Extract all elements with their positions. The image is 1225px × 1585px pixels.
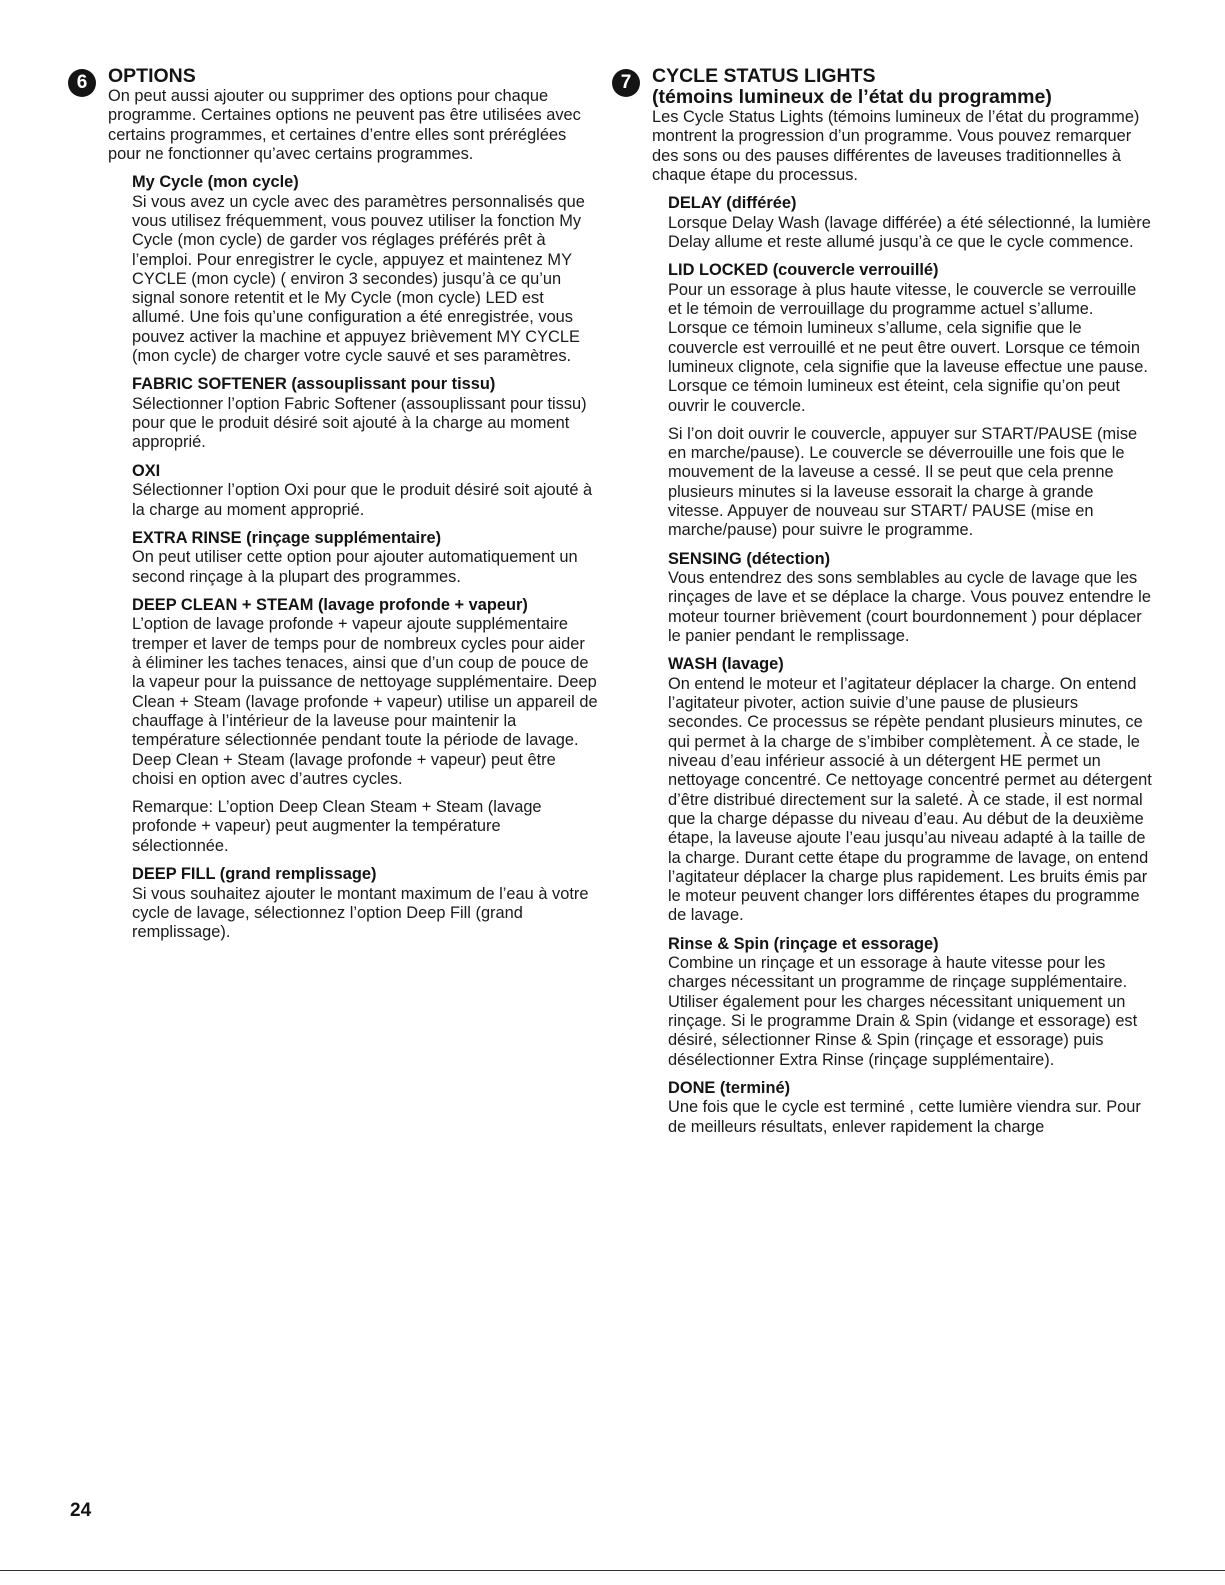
item-paragraph: On peut utiliser cette option pour ajouter automatiquement un second rinçage à la plupart des programmes. xyxy=(132,548,578,586)
item-block xyxy=(668,261,1152,540)
item-paragraph: Si vous avez un cycle avec des paramètres personnalisés que vous utilisez fréquemment, vous pouvez utiliser la fonction My Cycle (mon cycle) de garder vos réglages préférés prêt à l’emploi. Pour enregistrer le cycle, appuyez et maintenez MY CYCLE (mon cycle) ( environ 3 secondes) jusqu’à ce qu’un signal sonore retentit et le My Cycle (mon cycle) LED est allumé. Une fois qu’une configuration a été enregistrée, vous pouvez activer la machine et appuyez brièvement MY CYCLE (mon cycle) de charger votre cycle sauvé et ses paramètres. xyxy=(132,192,585,366)
item-block xyxy=(132,529,598,587)
item-block xyxy=(668,655,1152,925)
item-paragraph: Une fois que le cycle est terminé , cette lumière viendra sur. Pour de meilleurs résultats, enlever rapidement la charge xyxy=(668,1098,1141,1136)
item-title: EXTRA RINSE (rinçage supplémentaire) xyxy=(132,528,442,547)
item-paragraph: Si l’on doit ouvrir le couvercle, appuyer sur START/PAUSE (mise en marche/pause). Le couvercle se déverrouille une fois que le mouvement de la laveuse a cessé. Il se peut que cela prenne plusieurs minutes si la laveuse essorait la charge à grande vitesse. Appuyer de nouveau sur START/ PAUSE (mise en marche/pause) pour suivre le programme. xyxy=(668,424,1138,540)
item-title: Rinse & Spin (rinçage et essorage) xyxy=(668,934,939,953)
item-paragraph: Sélectionner l’option Oxi pour que le produit désiré soit ajouté à la charge au moment approprié. xyxy=(132,481,593,519)
item-title: DELAY (différée) xyxy=(668,194,797,213)
section-number-badge: 6 xyxy=(68,69,96,97)
section-intro: Les Cycle Status Lights (témoins lumineux de l’état du programme) montrent la progression d’un programme. Vous pouvez remarquer des sons ou des pauses différentes de laveuses traditionnelles à chaque étape du processus. xyxy=(652,108,1140,184)
options-list xyxy=(132,173,598,942)
item-block xyxy=(132,596,598,856)
item-block xyxy=(132,173,598,366)
section-intro: On peut aussi ajouter ou supprimer des options pour chaque programme. Certaines options ne peuvent pas être utilisées avec certains programmes, et certaines d’entre elles sont préréglées pour ne fonctionner qu’avec certains programmes. xyxy=(108,87,581,163)
item-paragraph: Lorsque Delay Wash (lavage différée) a été sélectionné, la lumière Delay allume et reste allumé jusqu’à ce que le cycle commence. xyxy=(668,213,1151,251)
item-title: LID LOCKED (couvercle verrouillé) xyxy=(668,261,939,280)
cycle-status-heading xyxy=(612,66,1152,108)
item-title: OXI xyxy=(132,461,161,480)
item-paragraph: Combine un rinçage et un essorage à haute vitesse pour les charges nécessitant un programme de rinçage supplémentaire. Utiliser également pour les charges nécessitant uniquement un rinçage. Si le programme Drain & Spin (vidange et essorage) est désiré, sélectionner Rinse & Spin (rinçage et essorage) puis désélectionner Extra Rinse (rinçage supplémentaire). xyxy=(668,954,1138,1069)
item-paragraph: Vous entendrez des sons semblables au cycle de lavage que les rinçages de lave et se déplace la charge. Vous pouvez entendre le moteur tourner brièvement (court bourdonnement ) pour déplacer le panier pendant le remplissage. xyxy=(668,569,1151,646)
section-title: OPTIONS xyxy=(108,65,196,87)
options-section xyxy=(68,66,598,942)
item-title: DEEP FILL (grand remplissage) xyxy=(132,865,377,883)
bottom-rule xyxy=(0,1570,1225,1571)
item-title: DEEP CLEAN + STEAM (lavage profonde + vapeur) xyxy=(132,595,528,614)
section-title: CYCLE STATUS LIGHTS xyxy=(652,65,876,87)
item-title: WASH (lavage) xyxy=(668,655,784,674)
item-block xyxy=(132,462,598,520)
item-paragraph: Sélectionner l’option Fabric Softener (assouplissant pour tissu) pour que le produit désiré soit ajouté à la charge au moment approprié. xyxy=(132,394,587,452)
page-number: 24 xyxy=(70,1500,92,1521)
item-title: My Cycle (mon cycle) xyxy=(132,173,299,192)
item-paragraph: On entend le moteur et l’agitateur déplacer la charge. On entend l’agitateur pivoter, action suivie d’une pause de plusieurs secondes. Ce processus se répète pendant plusieurs minutes, ce qui permet à la charge de s’imbiber complètement. À ce stade, le niveau d’eau inférieur associé à un détergent HE permet un nettoyage concentré. Ce nettoyage concentré permet au détergent d’être distribué directement sur la saleté. À ce stade, il est normal que la charge dépasse du niveau d’eau. Au début de la deuxième étape, la laveuse ajoute l’eau jusqu’au niveau adapté à la taille de la charge. Durant cette étape du programme de lavage, on entend l’agitateur déplacer la charge plus rapidement. Les bruits émis par le moteur peuvent changer lors différentes étapes du programme de lavage. xyxy=(668,674,1152,925)
item-title: SENSING (détection) xyxy=(668,549,831,568)
item-paragraph: Pour un essorage à plus haute vitesse, le couvercle se verrouille et le témoin de verrouillage du programme actuel s’allume. Lorsque ce témoin lumineux s’allume, cela signifie que le couvercle est verrouillé et ne peut être ouvert. Lorsque ce témoin lumineux clignote, cela signifie que la laveuse effectue une pause. Lorsque ce témoin lumineux est éteint, cela signifie qu’on peut ouvrir le couvercle. xyxy=(668,280,1148,415)
item-block xyxy=(668,550,1152,647)
item-block xyxy=(132,865,598,942)
cycle-status-lights-section xyxy=(612,66,1152,1137)
item-block xyxy=(668,935,1152,1070)
options-heading xyxy=(68,65,598,93)
item-paragraph: Remarque: L’option Deep Clean Steam + Steam (lavage profonde + vapeur) peut augmenter la température sélectionnée. xyxy=(132,798,542,855)
item-title: DONE (terminé) xyxy=(668,1078,791,1097)
section-number-badge: 7 xyxy=(612,69,640,97)
item-block xyxy=(668,1079,1152,1137)
section-subtitle: (témoins lumineux de l’état du programme) xyxy=(652,86,1052,108)
item-title: FABRIC SOFTENER (assouplissant pour tissu) xyxy=(132,375,496,394)
item-block xyxy=(132,375,598,452)
item-paragraph: L’option de lavage profonde + vapeur ajoute supplémentaire tremper et laver de temps pour de nombreux cycles pour aider à éliminer les taches tenaces, ainsi que d’un coup de pouce de la vapeur pour la puissance de nettoyage supplémentaire. Deep Clean + Steam (lavage profonde + vapeur) utilise un appareil de chauffage à l’intérieur de la laveuse pour maintenir la température sélectionnée pendant toute la période de lavage. Deep Clean + Steam (lavage profonde + vapeur) peut être choisi en option avec d’autres cycles. xyxy=(132,615,598,788)
item-paragraph: Si vous souhaitez ajouter le montant maximum de l’eau à votre cycle de lavage, sélectionnez l’option Deep Fill (grand remplissage). xyxy=(132,884,589,942)
status-lights-list xyxy=(668,194,1152,1137)
item-block xyxy=(668,194,1152,252)
